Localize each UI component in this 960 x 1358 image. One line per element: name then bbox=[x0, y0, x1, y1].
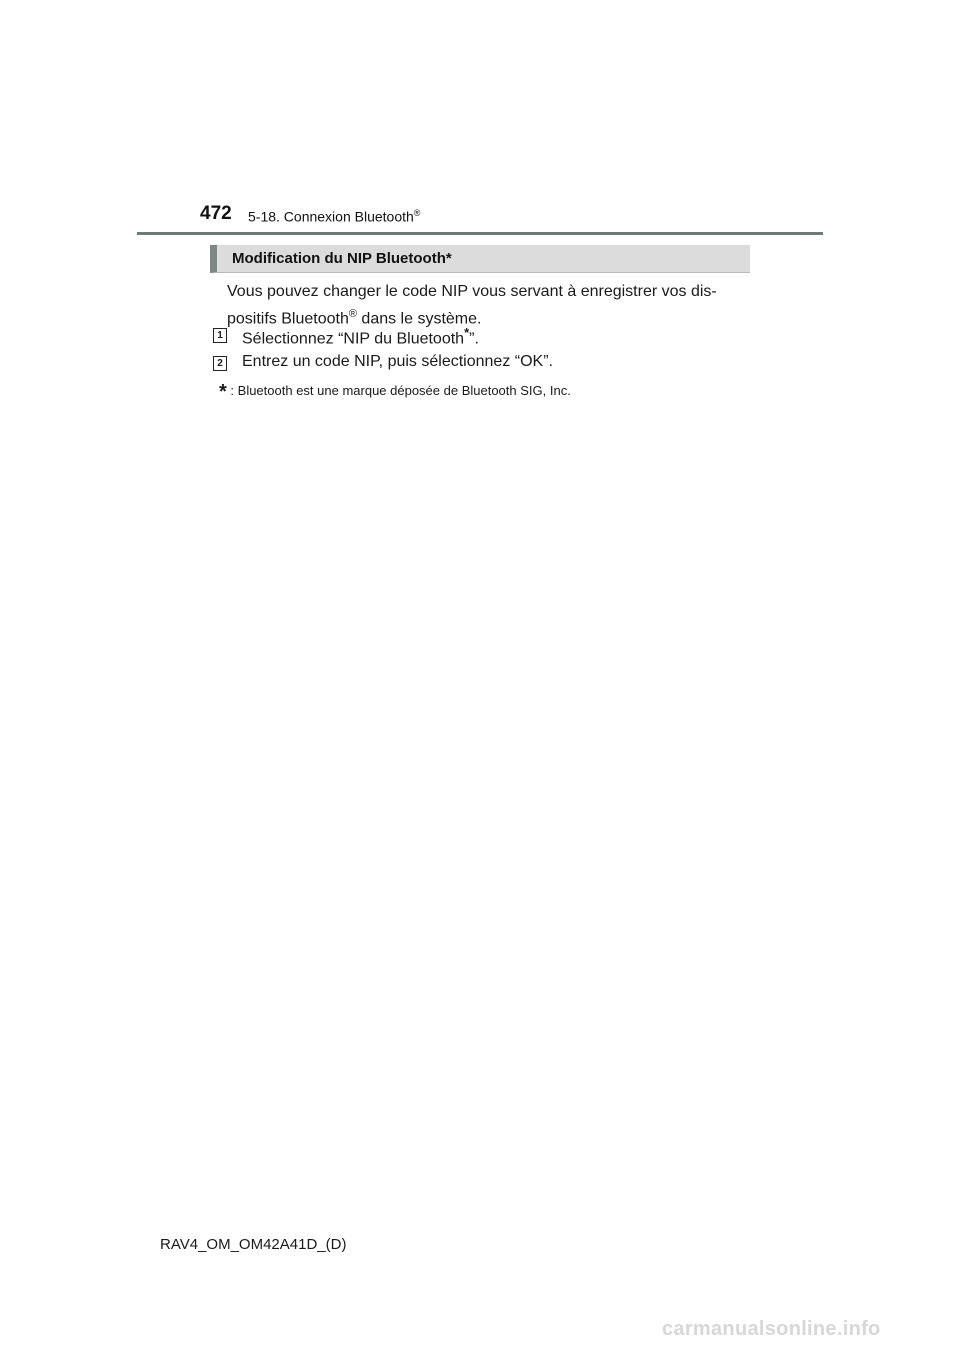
step-2-text: Entrez un code NIP, puis sélectionnez “OK”. bbox=[242, 353, 553, 370]
subheading-title: Modification du NIP Bluetooth* bbox=[232, 250, 452, 267]
step-1-text bbox=[242, 325, 479, 348]
step-number-badge: 1 bbox=[213, 328, 227, 343]
asterisk-mark: * bbox=[464, 325, 470, 340]
watermark: carmanualsonline.info bbox=[662, 1318, 881, 1340]
registered-mark: ® bbox=[348, 308, 357, 320]
footnote bbox=[219, 378, 571, 401]
step-1-text-start: Sélectionnez “NIP du Bluetooth bbox=[242, 330, 465, 348]
footnote-text: : Bluetooth est une marque déposée de Bluetooth SIG, Inc. bbox=[230, 383, 571, 398]
intro-line-2-start: positifs Bluetooth bbox=[227, 310, 349, 328]
section-title: 5-18. Connexion Bluetooth bbox=[248, 208, 414, 225]
intro-line-2-end: dans le système. bbox=[356, 310, 482, 328]
intro-line-1: Vous pouvez changer le code NIP vous servant à enregistrer vos dis- bbox=[227, 283, 717, 300]
page-number: 472 bbox=[200, 203, 232, 224]
intro-paragraph bbox=[227, 281, 747, 330]
step-1-text-end: ”. bbox=[469, 330, 479, 348]
header-rule bbox=[137, 232, 823, 235]
footnote-asterisk: * bbox=[219, 381, 227, 403]
step-number-badge: 2 bbox=[213, 356, 227, 371]
subheading-bar bbox=[210, 245, 750, 273]
section-header bbox=[248, 208, 420, 225]
document-code: RAV4_OM_OM42A41D_(D) bbox=[160, 1236, 347, 1253]
registered-mark: ® bbox=[413, 208, 421, 218]
